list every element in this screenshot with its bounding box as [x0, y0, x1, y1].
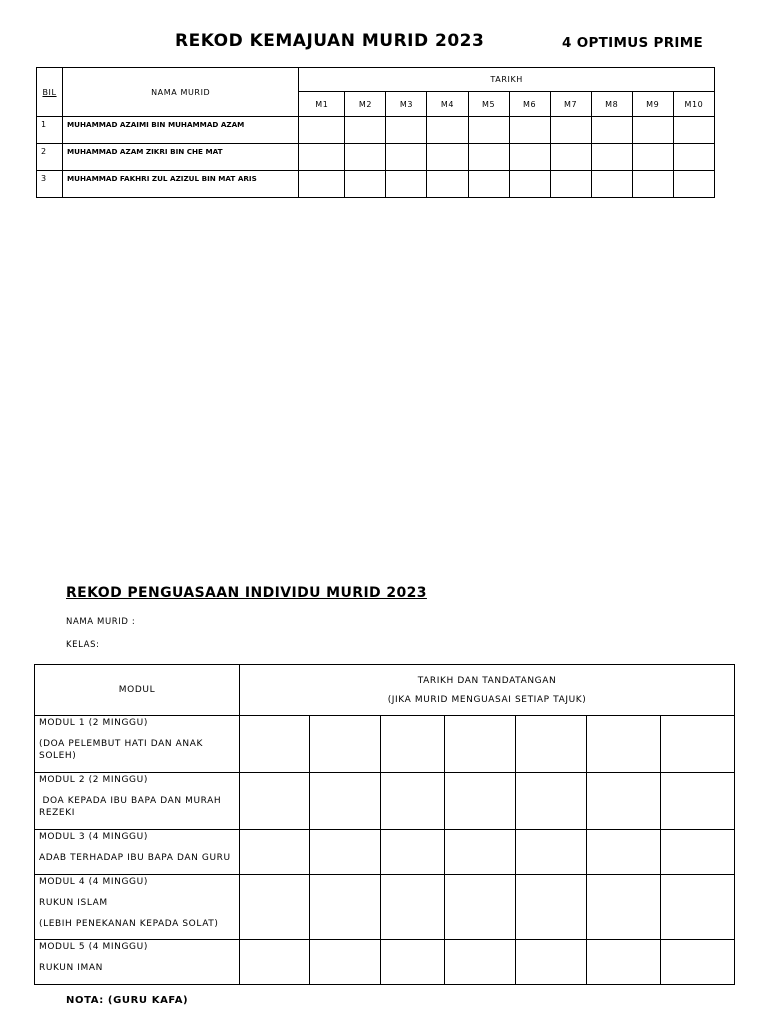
- col-header-tarikh-tandatangan: [240, 665, 735, 716]
- session-cell[interactable]: [673, 117, 714, 144]
- session-header: M7: [550, 92, 591, 117]
- module-topic: RUKUN IMAN: [39, 963, 103, 973]
- session-cell[interactable]: [673, 144, 714, 171]
- session-header: M1: [299, 92, 345, 117]
- student-number: 1: [37, 117, 63, 144]
- module-row: [35, 830, 735, 875]
- session-cell[interactable]: [632, 171, 673, 198]
- signature-cell[interactable]: [310, 830, 381, 875]
- session-cell[interactable]: [591, 171, 632, 198]
- student-row: [37, 171, 715, 198]
- session-cell[interactable]: [632, 117, 673, 144]
- signature-cell[interactable]: [587, 773, 661, 830]
- student-row: [37, 144, 715, 171]
- signature-cell[interactable]: [240, 830, 310, 875]
- module-title: MODUL 4 (4 MINGGU): [39, 877, 148, 887]
- session-cell[interactable]: [468, 117, 509, 144]
- signature-cell[interactable]: [381, 830, 445, 875]
- module-topic: ADAB TERHADAP IBU BAPA DAN GURU: [39, 853, 231, 863]
- signature-cell[interactable]: [661, 940, 735, 985]
- session-cell[interactable]: [345, 117, 386, 144]
- module-topic: DOA KEPADA IBU BAPA DAN MURAH REZEKI: [39, 796, 225, 818]
- session-cell[interactable]: [591, 144, 632, 171]
- module-row: [35, 716, 735, 773]
- module-title: MODUL 5 (4 MINGGU): [39, 942, 148, 952]
- col-header-line2: (JIKA MURID MENGUASAI SETIAP TAJUK): [387, 694, 587, 705]
- module-title: MODUL 2 (2 MINGGU): [39, 775, 148, 785]
- signature-cell[interactable]: [516, 875, 587, 940]
- signature-cell[interactable]: [310, 940, 381, 985]
- col-header-modul: MODUL: [35, 665, 240, 716]
- progress-table: [36, 67, 715, 198]
- signature-cell[interactable]: [381, 875, 445, 940]
- session-header: M5: [468, 92, 509, 117]
- module-note: (LEBIH PENEKANAN KEPADA SOLAT): [39, 919, 219, 929]
- signature-cell[interactable]: [310, 716, 381, 773]
- signature-cell[interactable]: [587, 830, 661, 875]
- session-cell[interactable]: [673, 171, 714, 198]
- kelas-label: KELAS:: [66, 640, 100, 650]
- col-header-tarikh: TARIKH: [299, 68, 715, 92]
- module-cell: [35, 716, 240, 773]
- module-row: [35, 940, 735, 985]
- col-header-bil: BIL: [37, 68, 63, 117]
- signature-cell[interactable]: [587, 875, 661, 940]
- session-header: M2: [345, 92, 386, 117]
- session-header: M10: [673, 92, 714, 117]
- signature-cell[interactable]: [381, 940, 445, 985]
- signature-cell[interactable]: [661, 830, 735, 875]
- session-cell[interactable]: [345, 144, 386, 171]
- session-cell[interactable]: [386, 144, 427, 171]
- signature-cell[interactable]: [381, 773, 445, 830]
- module-topic: RUKUN ISLAM: [39, 898, 108, 908]
- session-cell[interactable]: [550, 144, 591, 171]
- session-header: M4: [427, 92, 468, 117]
- signature-cell[interactable]: [240, 716, 310, 773]
- session-cell[interactable]: [427, 144, 468, 171]
- session-cell[interactable]: [299, 117, 345, 144]
- signature-cell[interactable]: [661, 875, 735, 940]
- session-cell[interactable]: [386, 117, 427, 144]
- session-cell[interactable]: [509, 144, 550, 171]
- session-cell[interactable]: [427, 117, 468, 144]
- nama-murid-label: NAMA MURID :: [66, 617, 136, 627]
- signature-cell[interactable]: [445, 830, 516, 875]
- session-cell[interactable]: [509, 171, 550, 198]
- footer-note: NOTA: (GURU KAFA): [66, 995, 189, 1006]
- module-title: MODUL 1 (2 MINGGU): [39, 718, 148, 728]
- session-cell[interactable]: [550, 171, 591, 198]
- session-cell[interactable]: [299, 144, 345, 171]
- module-topic: (DOA PELEMBUT HATI DAN ANAK SOLEH): [39, 739, 203, 761]
- module-cell: [35, 773, 240, 830]
- student-number: 3: [37, 171, 63, 198]
- student-name: MUHAMMAD FAKHRI ZUL AZIZUL BIN MAT ARIS: [63, 171, 299, 198]
- session-cell[interactable]: [386, 171, 427, 198]
- student-number: 2: [37, 144, 63, 171]
- session-cell[interactable]: [468, 144, 509, 171]
- session-cell[interactable]: [550, 117, 591, 144]
- student-name: MUHAMMAD AZAIMI BIN MUHAMMAD AZAM: [63, 117, 299, 144]
- signature-cell[interactable]: [240, 940, 310, 985]
- signature-cell[interactable]: [516, 716, 587, 773]
- signature-cell[interactable]: [310, 773, 381, 830]
- session-header: M6: [509, 92, 550, 117]
- signature-cell[interactable]: [381, 716, 445, 773]
- signature-cell[interactable]: [445, 716, 516, 773]
- class-name: 4 OPTIMUS PRIME: [562, 35, 703, 51]
- signature-cell[interactable]: [587, 940, 661, 985]
- module-cell: [35, 940, 240, 985]
- signature-cell[interactable]: [516, 773, 587, 830]
- module-title: MODUL 3 (4 MINGGU): [39, 832, 148, 842]
- module-cell: [35, 830, 240, 875]
- session-cell[interactable]: [591, 117, 632, 144]
- signature-cell[interactable]: [310, 875, 381, 940]
- session-header: M3: [386, 92, 427, 117]
- mastery-table: [34, 664, 735, 985]
- student-name: MUHAMMAD AZAM ZIKRI BIN CHE MAT: [63, 144, 299, 171]
- signature-cell[interactable]: [240, 875, 310, 940]
- section-title: REKOD PENGUASAAN INDIVIDU MURID 2023: [66, 585, 427, 601]
- module-row: [35, 875, 735, 940]
- session-cell[interactable]: [427, 171, 468, 198]
- signature-cell[interactable]: [661, 773, 735, 830]
- session-cell[interactable]: [345, 171, 386, 198]
- session-cell[interactable]: [299, 171, 345, 198]
- session-header: M8: [591, 92, 632, 117]
- signature-cell[interactable]: [445, 940, 516, 985]
- page-title: REKOD KEMAJUAN MURID 2023: [175, 31, 485, 51]
- signature-cell[interactable]: [445, 773, 516, 830]
- session-cell[interactable]: [632, 144, 673, 171]
- signature-cell[interactable]: [587, 716, 661, 773]
- module-cell: [35, 875, 240, 940]
- module-row: [35, 773, 735, 830]
- signature-cell[interactable]: [240, 773, 310, 830]
- session-header: M9: [632, 92, 673, 117]
- session-cell[interactable]: [468, 171, 509, 198]
- student-row: [37, 117, 715, 144]
- signature-cell[interactable]: [445, 875, 516, 940]
- signature-cell[interactable]: [516, 940, 587, 985]
- session-cell[interactable]: [509, 117, 550, 144]
- col-header-nama: NAMA MURID: [63, 68, 299, 117]
- signature-cell[interactable]: [516, 830, 587, 875]
- col-header-line1: TARIKH DAN TANDATANGAN: [417, 675, 557, 686]
- signature-cell[interactable]: [661, 716, 735, 773]
